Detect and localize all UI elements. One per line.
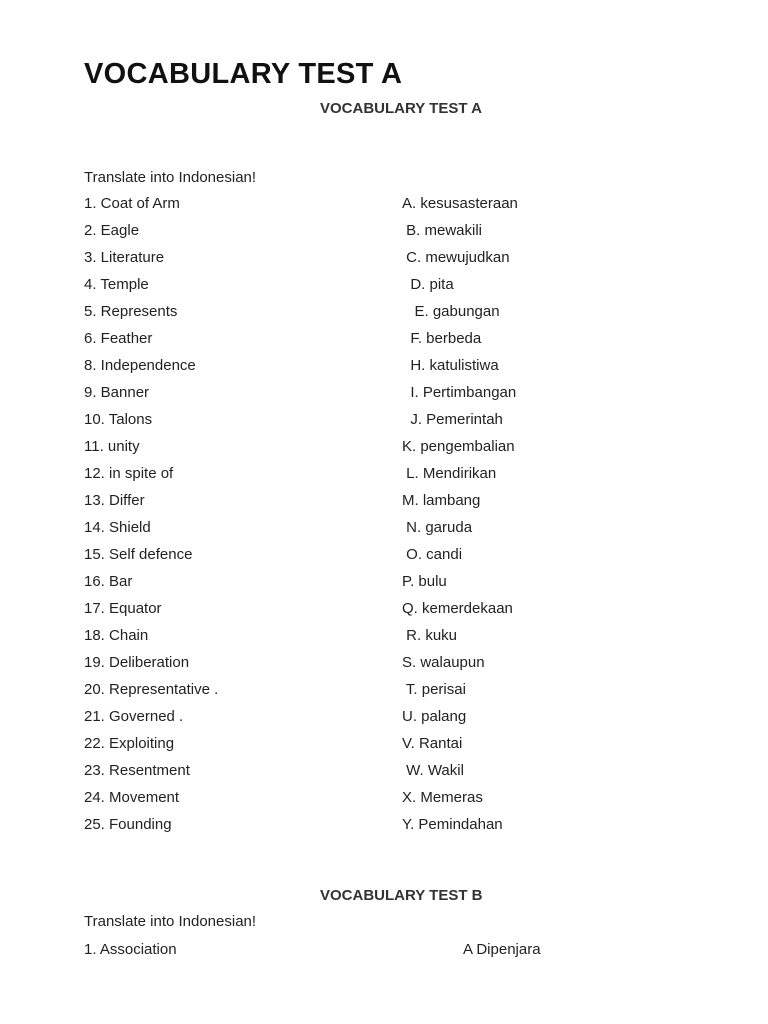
vocab-term: 14. Shield	[84, 518, 151, 536]
vocab-choice: M. lambang	[402, 491, 481, 509]
vocab-row	[0, 411, 768, 433]
vocab-row	[0, 492, 768, 514]
vocab-term: 20. Representative .	[84, 680, 219, 698]
vocab-term: 11. unity	[84, 437, 140, 455]
vocab-row	[0, 249, 768, 271]
page-title: VOCABULARY TEST A	[84, 58, 403, 90]
vocab-row	[0, 708, 768, 730]
vocab-term: 2. Eagle	[84, 221, 140, 239]
vocab-term: 12. in spite of	[84, 464, 174, 482]
vocab-term: 10. Talons	[84, 410, 153, 428]
vocab-choice: A Dipenjara	[463, 941, 541, 958]
vocab-term: 16. Bar	[84, 572, 133, 590]
vocab-row	[0, 546, 768, 568]
vocab-row	[0, 600, 768, 622]
vocab-choice: R. kuku	[402, 626, 458, 644]
test-b-instruction: Translate into Indonesian!	[84, 913, 257, 930]
vocab-term: 15. Self defence	[84, 545, 193, 563]
vocab-choice: W. Wakil	[402, 761, 464, 779]
vocab-choice: L. Mendirikan	[402, 464, 497, 482]
vocab-row	[0, 816, 768, 838]
vocab-choice: N. garuda	[402, 518, 473, 536]
vocab-term: 23. Resentment	[84, 761, 190, 779]
vocab-row	[0, 330, 768, 352]
vocab-row	[0, 276, 768, 298]
vocab-term: 19. Deliberation	[84, 653, 190, 671]
vocab-term: 1. Association	[84, 941, 177, 958]
vocab-row	[0, 357, 768, 379]
vocab-term: 18. Chain	[84, 626, 149, 644]
vocab-row	[0, 735, 768, 757]
vocab-row	[0, 195, 768, 217]
vocab-term: 21. Governed .	[84, 707, 184, 725]
vocab-term: 1. Coat of Arm	[84, 195, 180, 212]
vocab-term: 4. Temple	[84, 275, 149, 293]
vocab-choice: X. Memeras	[402, 788, 483, 806]
vocab-row	[0, 789, 768, 811]
test-a-instruction: Translate into Indonesian!	[84, 169, 257, 186]
vocab-choice: V. Rantai	[402, 734, 463, 752]
vocab-choice: S. walaupun	[402, 653, 485, 671]
vocab-choice: E. gabungan	[402, 302, 500, 320]
vocab-choice: P. bulu	[402, 572, 447, 590]
vocab-row	[0, 303, 768, 325]
vocab-term: 25. Founding	[84, 815, 172, 833]
vocab-choice: I. Pertimbangan	[402, 383, 517, 401]
vocab-row	[0, 681, 768, 703]
test-a-heading: VOCABULARY TEST A	[320, 100, 482, 117]
vocab-term: 17. Equator	[84, 599, 162, 617]
vocab-term: 5. Represents	[84, 302, 178, 320]
vocab-choice: K. pengembalian	[402, 437, 515, 455]
vocab-term: 24. Movement	[84, 788, 180, 806]
vocab-term: 3. Literature	[84, 248, 165, 266]
vocab-term: 13. Differ	[84, 491, 145, 509]
vocab-choice: B. mewakili	[402, 221, 483, 239]
vocab-choice: C. mewujudkan	[402, 248, 510, 266]
vocab-choice: U. palang	[402, 707, 467, 725]
vocab-choice: T. perisai	[402, 680, 466, 698]
vocab-choice: D. pita	[402, 275, 454, 293]
vocab-choice: A. kesusasteraan	[402, 195, 518, 212]
vocab-choice: J. Pemerintah	[402, 410, 503, 428]
vocab-row	[0, 384, 768, 406]
vocab-term: 8. Independence	[84, 356, 196, 374]
vocab-choice: O. candi	[402, 545, 463, 563]
vocab-term: 9. Banner	[84, 383, 150, 401]
vocab-choice: H. katulistiwa	[402, 356, 499, 374]
test-b-heading: VOCABULARY TEST B	[320, 887, 483, 904]
vocab-row	[0, 941, 768, 963]
vocab-row	[0, 519, 768, 541]
vocab-row	[0, 762, 768, 784]
vocab-row	[0, 438, 768, 460]
vocab-row	[0, 573, 768, 595]
vocab-row	[0, 654, 768, 676]
vocab-choice: F. berbeda	[402, 329, 482, 347]
vocab-row	[0, 222, 768, 244]
vocab-term: 6. Feather	[84, 329, 153, 347]
vocab-term: 22. Exploiting	[84, 734, 175, 752]
vocab-row	[0, 627, 768, 649]
vocab-row	[0, 465, 768, 487]
vocab-choice: Y. Pemindahan	[402, 815, 503, 833]
vocab-choice: Q. kemerdekaan	[402, 599, 513, 617]
